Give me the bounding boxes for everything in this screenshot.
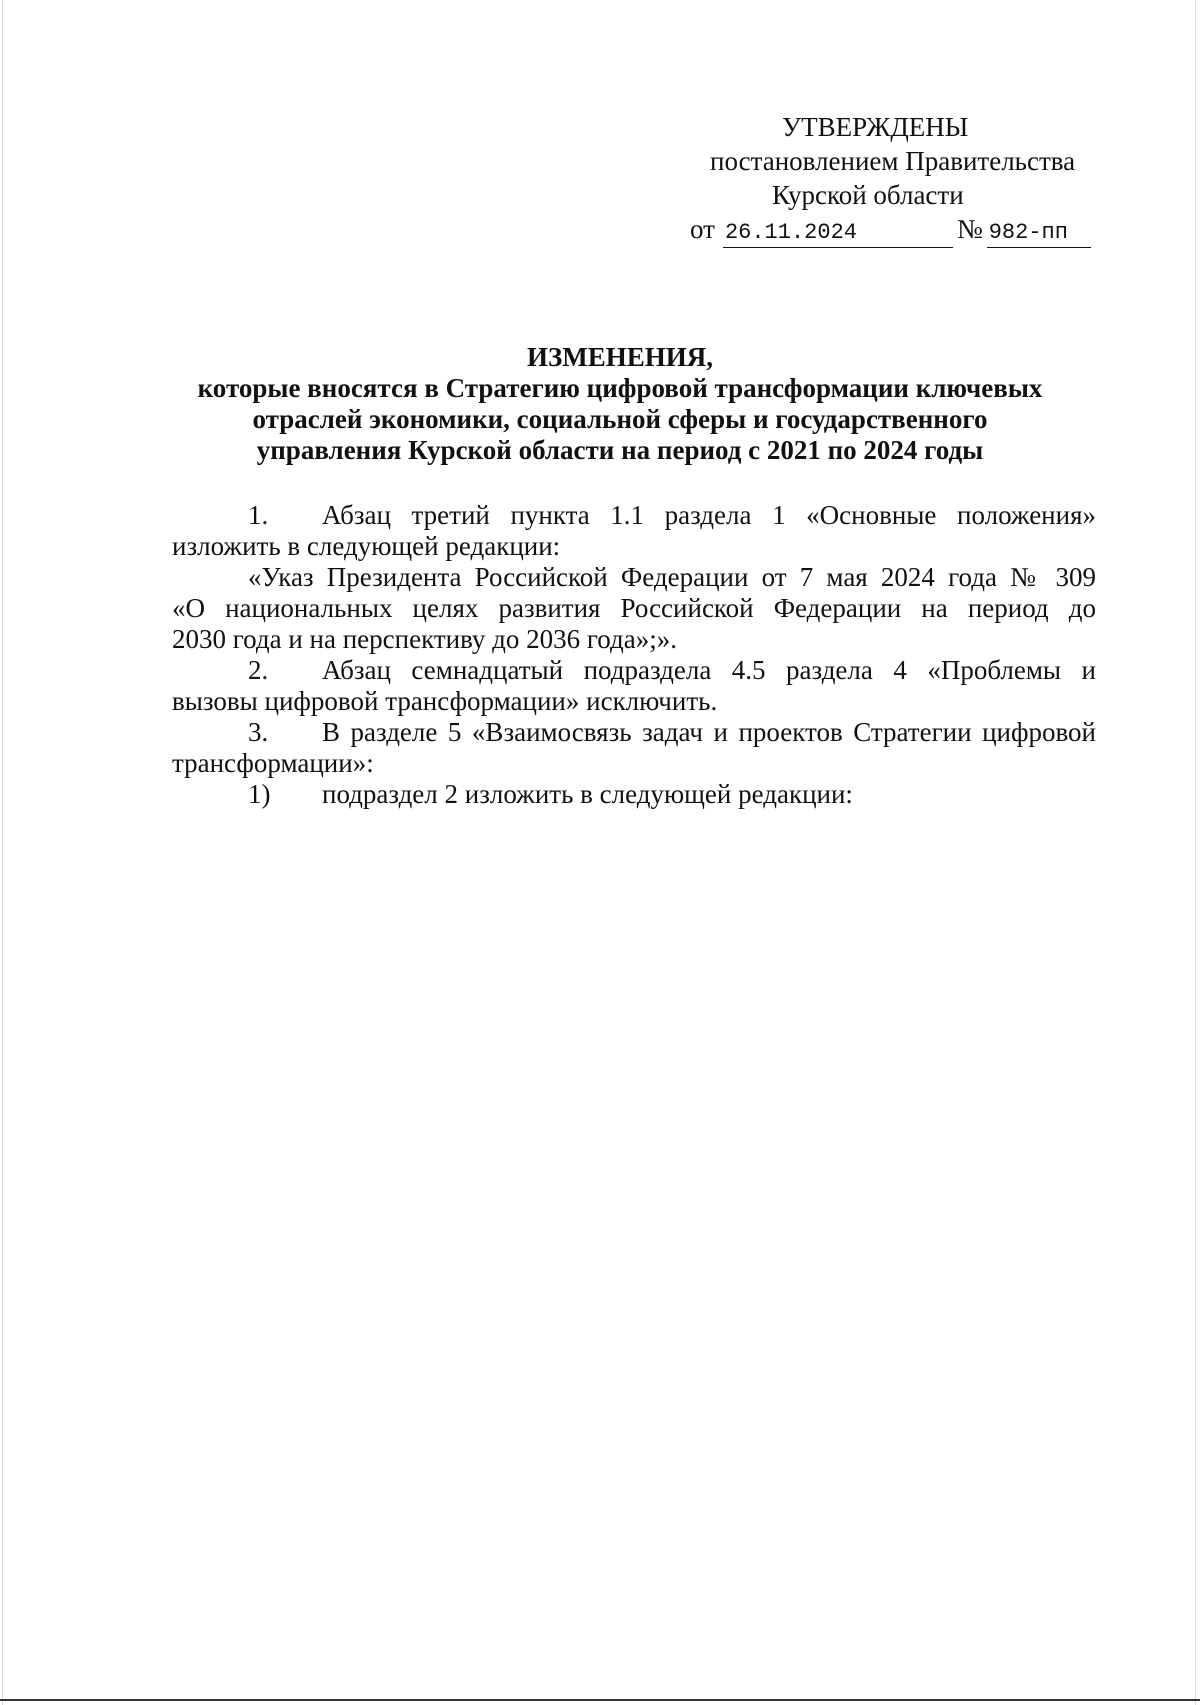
approval-date-number [690, 212, 1091, 248]
document-body [172, 500, 1096, 810]
scan-edge-right [1195, 0, 1196, 1705]
subitem-1-number: 1) [248, 779, 271, 809]
from-prefix: от [690, 214, 715, 244]
item-3-line-2: трансформации»: [172, 748, 374, 778]
subitem-1-text-1: подраздел 2 изложить в следующей редакции: [322, 779, 853, 809]
approval-region: Курской области [772, 180, 964, 210]
item-2-line-1 [172, 655, 1096, 686]
item-3-number: 3. [248, 717, 269, 747]
item-2-number: 2. [248, 655, 269, 685]
item-2-line-2: вызовы цифровой трансформации» исключить. [172, 686, 718, 716]
quote-text-1: «Указ Президента Российской Федерации от 7 мая 2024 года № 309 [248, 562, 1096, 592]
item-1-line-2: изложить в следующей редакции: [172, 531, 561, 561]
document-title [150, 342, 1090, 466]
item-2-text-1: Абзац семнадцатый подраздела 4.5 раздела 4 «Проблемы и [322, 655, 1096, 685]
title-line-2: отраслей экономики, социальной сферы и государственного [252, 404, 988, 434]
item-1-number: 1. [248, 500, 269, 530]
quote-line-1 [172, 562, 1096, 593]
item-3-text-1: В разделе 5 «Взаимосвязь задач и проектов Стратегии цифровой [322, 717, 1096, 747]
subitem-1-line-1 [172, 779, 1096, 810]
quote-line-2: «О национальных целях развития Российской Федерации на период до [172, 593, 1096, 623]
quote-line-3: 2030 года и на перспективу до 2036 года»;». [172, 624, 677, 654]
number-sign: № [956, 214, 983, 244]
scan-edge-left [2, 0, 3, 1705]
title-line-3: управления Курской области на период с 2021 по 2024 годы [256, 435, 984, 465]
item-1-line-1 [172, 500, 1096, 531]
title-main: ИЗМЕНЕНИЯ, [526, 342, 713, 372]
title-line-1: которые вносятся в Стратегию цифровой трансформации ключевых [197, 373, 1043, 403]
approval-number: 982-пп [987, 219, 1091, 248]
approval-date: 26.11.2024 [723, 219, 953, 248]
scan-edge-bottom [0, 1699, 1200, 1701]
item-1-text-1: Абзац третий пункта 1.1 раздела 1 «Основные положения» [322, 500, 1096, 530]
approval-authority: постановлением Правительства [710, 146, 1076, 176]
approval-heading: УТВЕРЖДЕНЫ [782, 112, 969, 142]
item-3-line-1 [172, 717, 1096, 748]
